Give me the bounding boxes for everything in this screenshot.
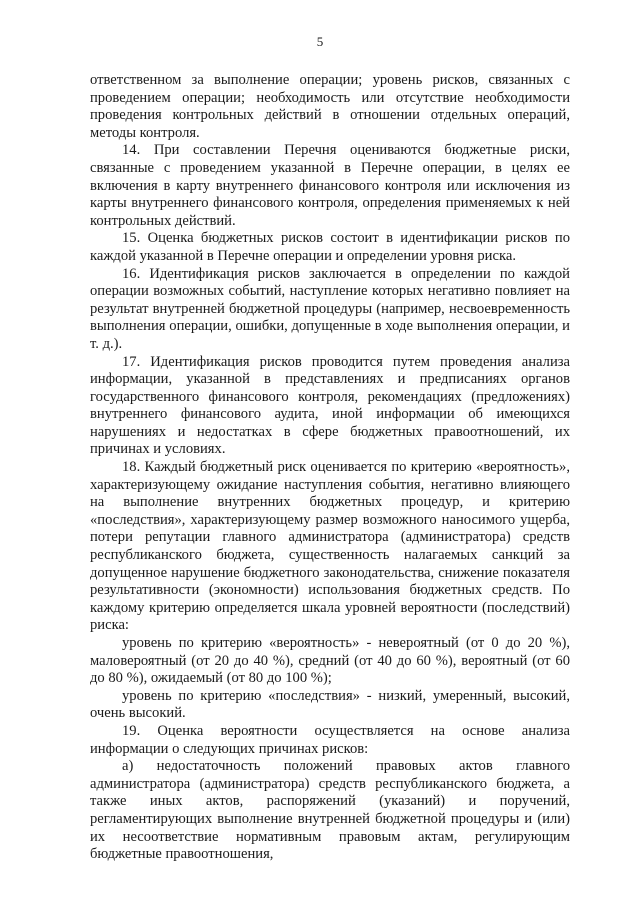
paragraph-16: 16. Идентификация рисков заключается в определении по каждой операции возможных событий, наступление которых негативно повлияет на результат внутренней бюджетной процедуры (например, несвоевременность выполнения операции, ошибки, допущенные в ходе выполнения операции, и т. д.). xyxy=(90,265,570,352)
paragraph-19a: а) недостаточность положений правовых актов главного администратора (администратора) средств республиканского бюджета, а также иных актов, распоряжений (указаний) и поручений, регламентирующих выполнение внутренней бюджетной процедуры и (или) их несоответствие нормативным правовым актам, регулирующим бюджетные правоотношения, xyxy=(90,758,570,863)
document-body xyxy=(90,72,570,864)
paragraph-consequences-scale: уровень по критерию «последствия» - низкий, умеренный, высокий, очень высокий. xyxy=(90,687,570,722)
paragraph-14: 14. При составлении Перечня оцениваются бюджетные риски, связанные с проведением указанной в Перечне операции, в целях ее включения в карту внутреннего финансового контроля или исключения из карты внутреннего финансового контроля, определения применяемых к ней контрольных действий. xyxy=(90,142,570,229)
paragraph-continuation: ответственном за выполнение операции; уровень рисков, связанных с проведением операции; необходимость или отсутствие необходимости проведения контрольных действий в отношении отдельных операций, методы контроля. xyxy=(90,72,570,141)
paragraph-15: 15. Оценка бюджетных рисков состоит в идентификации рисков по каждой указанной в Перечне операции и определении уровня риска. xyxy=(90,230,570,264)
paragraph-probability-scale: уровень по критерию «вероятность» - невероятный (от 0 до 20 %), маловероятный (от 20 до 40 %), средний (от 40 до 60 %), вероятный (от 60 до 80 %), ожидаемый (от 80 до 100 %); xyxy=(90,635,570,687)
page-number: 5 xyxy=(316,34,324,49)
paragraph-17: 17. Идентификация рисков проводится путем проведения анализа информации, указанной в представлениях и предписаниях органов государственного финансового контроля, рекомендациях (предложениях) внутреннего финансового аудита, иной информации об имеющихся нарушениях и недостатках в сфере бюджетных правоотношений, их причинах и условиях. xyxy=(90,353,570,458)
paragraph-19: 19. Оценка вероятности осуществляется на основе анализа информации о следующих причинах рисков: xyxy=(90,722,570,757)
paragraph-18: 18. Каждый бюджетный риск оценивается по критерию «вероятность», характеризующему ожидание наступления события, негативно влияющего на выполнение внутренних бюджетных процедур, и критерию «последствия», характеризующему размер возможного наносимого ущерба, потери репутации главного администратора (администратора) средств республиканского бюджета, существенность налагаемых санкций за допущенное нарушение бюджетного законодательства, снижение показателя результативности (экономности) использования бюджетных средств. По каждому критерию определяется шкала уровней вероятности (последствий) риска: xyxy=(90,459,570,634)
